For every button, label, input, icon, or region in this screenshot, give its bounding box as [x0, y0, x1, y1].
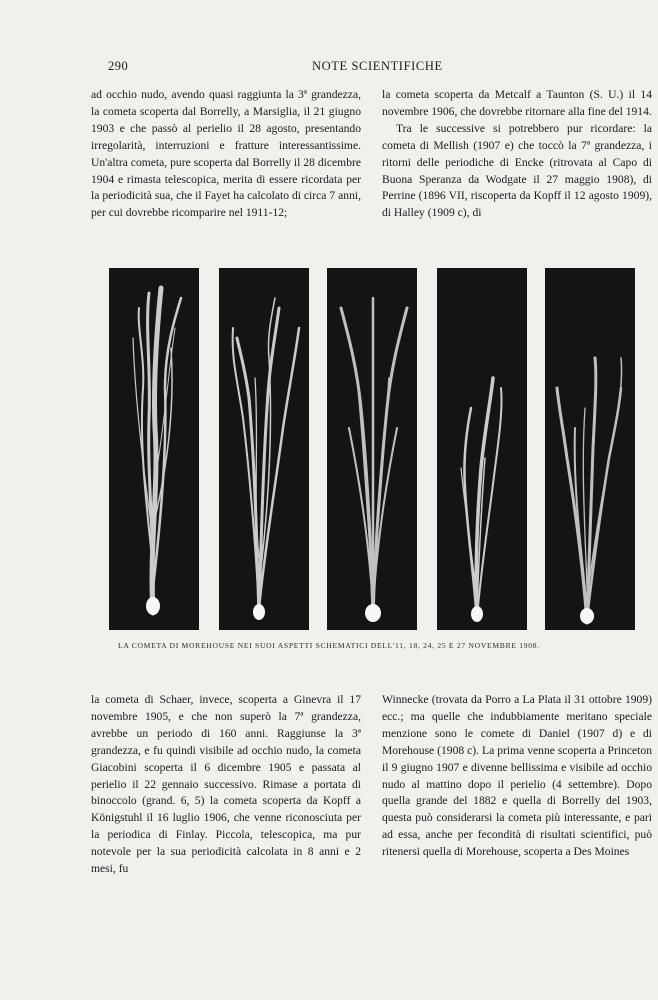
paragraph: Tra le successive si potrebbero pur ricordare: la cometa di Mellish (1907 e) che toccò la 7ª grandezza, i ritorni delle periodiche di Encke (ritrovata al Capo di Buona Speranza da Wodgate il 27 maggio 1908), di Perrine (1896 VII, riscoperta da Kopff il 12 agosto 1909), di Halley (1909 c), di: [382, 121, 652, 220]
text-column-top-left: [91, 87, 361, 222]
paragraph: ad occhio nudo, avendo quasi raggiunta la 3ª grandezza, la cometa scoperta dal Borrelly, a Marsiglia, il 21 giugno 1903 e che passò al perielio il 28 agosto, presentando irregolarità, interruzioni e fratture interessantissime. Un'altra cometa, pure scoperta dal Borrelly il 28 dicembre 1904 e rimasta telescopica, merita di essere ricordata per la periodicità sua, che il Fayet ha calcolato di circa 7 anni, per cui dovrebbe ricomparire nel 1911-12;: [91, 88, 361, 220]
page-number: 290: [108, 59, 129, 73]
paragraph: Winnecke (trovata da Porro a La Plata il 31 ottobre 1909) ecc.; ma quelle che indubbiamente meritano speciale menzione sono le comete di Daniel (1907 d) e di Morehouse (1908 c). La prima venne scoperta a Princeton il 9 giugno 1907 e divenne bellissima e visibile ad occhio nudo al mattino dopo il perielio (4 settembre). Dopo quella grande del 1882 e quella di Borrelly del 1903, questa può considerarsi la cometa più interessante, e pari ad essa, anche per fecondità di risultati scientifici, può ritenersi quella di Morehouse, scoperta a Des Moines: [382, 693, 652, 859]
comet-image: [545, 268, 635, 630]
text-column-bottom-right: [382, 692, 652, 861]
comet-figure: [105, 268, 635, 630]
paragraph: la cometa scoperta da Metcalf a Taunton (S. U.) il 14 novembre 1906, che dovrebbe ritornare alla fine del 1914.: [382, 88, 652, 118]
comet-panel: [219, 268, 309, 630]
comet-image: [109, 268, 199, 630]
comet-panel: [545, 268, 635, 630]
figure-caption: LA COMETA DI MOREHOUSE NEI SUOI ASPETTI SCHEMATICI DELL'11, 18, 24, 25 E 27 NOVEMBRE 1908.: [118, 641, 540, 650]
comet-image: [327, 268, 417, 630]
running-head: NOTE SCIENTIFICHE: [312, 59, 443, 73]
paragraph: la cometa di Schaer, invece, scoperta a Ginevra il 17 novembre 1905, e che non superò la 7ª grandezza, avrebbe un periodo di 160 anni. Raggiunse la 3ª grandezza, e fu quindi visibile ad occhio nudo, la cometa Giacobini scoperta il 6 dicembre 1905 e passata al perielio il 22 gennaio successivo. Rimase a portata di binoccolo (grand. 6, 5) la cometa scoperta da Kopff a Königstuhl il 16 luglio 1906, che venne riconosciuta per la periodica di Finlay. Piccola, telescopica, ma pur notevole per la sua periodicità calcolata in 8 anni e 2 mesi, fu: [91, 693, 361, 876]
text-column-bottom-left: [91, 692, 361, 878]
text-column-top-right: [382, 87, 652, 222]
page-header: [0, 59, 658, 77]
comet-panel: [327, 268, 417, 630]
comet-panel: [109, 268, 199, 630]
comet-image: [219, 268, 309, 630]
comet-panel: [437, 268, 527, 630]
comet-image: [437, 268, 527, 630]
